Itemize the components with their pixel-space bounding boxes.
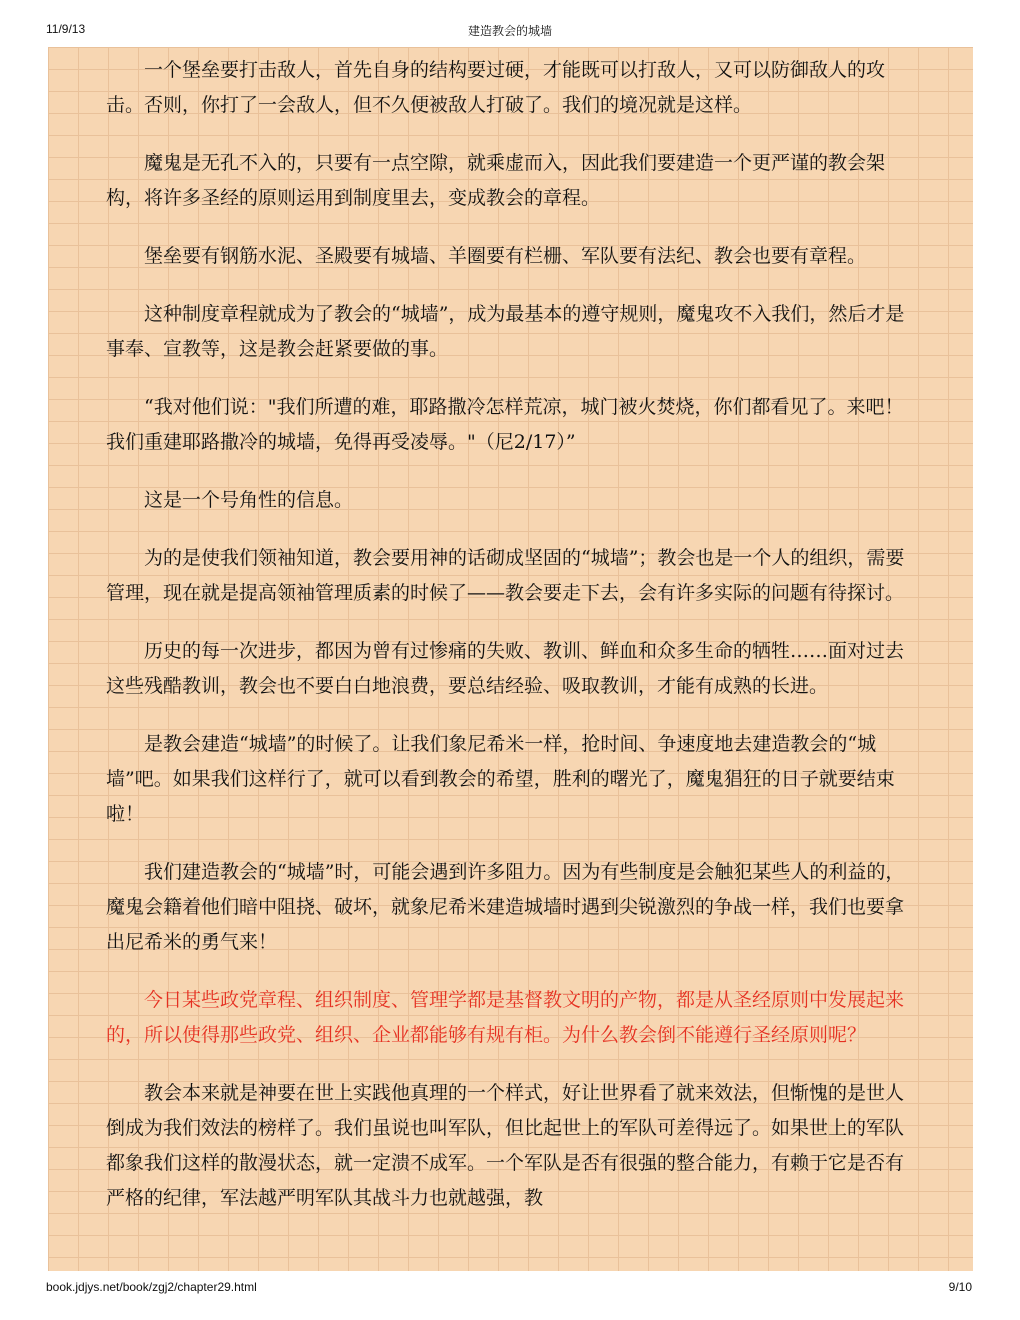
article-body (106, 53, 916, 1239)
brick-wall-page (48, 47, 973, 1271)
paragraph: 历史的每一次进步，都因为曾有过惨痛的失败、教训、鲜血和众多生命的牺牲……面对过去这些残酷教训，教会也不要白白地浪费，要总结经验、吸取教训，才能有成熟的长进。 (106, 640, 905, 697)
page-title: 建造教会的城墙 (467, 24, 552, 38)
page-footer (0, 1280, 1020, 1302)
paragraph: 这是一个号角性的信息。 (144, 489, 354, 511)
page-number: 9/10 (948, 1280, 972, 1294)
paragraph: 这种制度章程就成为了教会的“城墙”，成为最基本的遵守规则，魔鬼攻不入我们，然后才是事奉、宣教等，这是教会赶紧要做的事。 (106, 303, 905, 360)
print-date: 11/9/13 (46, 22, 86, 36)
highlighted-paragraph: 今日某些政党章程、组织制度、管理学都是基督教文明的产物，都是从圣经原则中发展起来的，所以使得那些政党、组织、企业都能够有规有柜。为什么教会倒不能遵行圣经原则呢？ (106, 989, 905, 1046)
page-header (0, 22, 1020, 44)
paragraph: 一个堡垒要打击敌人，首先自身的结构要过硬，才能既可以打敌人，又可以防御敌人的攻击。否则，你打了一会敌人，但不久便被敌人打破了。我们的境况就是这样。 (106, 59, 886, 116)
paragraph: 为的是使我们领袖知道，教会要用神的话砌成坚固的“城墙”；教会也是一个人的组织，需要管理，现在就是提高领袖管理质素的时候了——教会要走下去，会有许多实际的问题有待探讨。 (106, 547, 905, 604)
source-url: book.jdjys.net/book/zgj2/chapter29.html (46, 1280, 257, 1294)
paragraph: 教会本来就是神要在世上实践他真理的一个样式，好让世界看了就来效法，但惭愧的是世人倒成为我们效法的榜样了。我们虽说也叫军队，但比起世上的军队可差得远了。如果世上的军队都象我们这样的散漫状态，就一定溃不成军。一个军队是否有很强的整合能力，有赖于它是否有严格的纪律，军法越严明军队其战斗力也就越强，教 (106, 1082, 905, 1209)
paragraph: 堡垒要有钢筋水泥、圣殿要有城墙、羊圈要有栏栅、军队要有法纪、教会也要有章程。 (144, 245, 867, 267)
paragraph: 魔鬼是无孔不入的，只要有一点空隙，就乘虚而入，因此我们要建造一个更严谨的教会架构，将许多圣经的原则运用到制度里去，变成教会的章程。 (106, 152, 886, 209)
paragraph: 我们建造教会的“城墙”时，可能会遇到许多阻力。因为有些制度是会触犯某些人的利益的，魔鬼会籍着他们暗中阻挠、破坏，就象尼希米建造城墙时遇到尖锐激烈的争战一样，我们也要拿出尼希米的勇气来！ (106, 861, 905, 953)
scripture-quote: “我对他们说："我们所遭的难，耶路撒冷怎样荒凉，城门被火焚烧，你们都看见了。来吧！我们重建耶路撒冷的城墙，免得再受凌辱。"（尼2/17）” (106, 396, 904, 453)
paragraph: 是教会建造“城墙”的时候了。让我们象尼希米一样，抢时间、争速度地去建造教会的“城墙”吧。如果我们这样行了，就可以看到教会的希望，胜利的曙光了，魔鬼猖狂的日子就要结束啦！ (106, 733, 895, 825)
